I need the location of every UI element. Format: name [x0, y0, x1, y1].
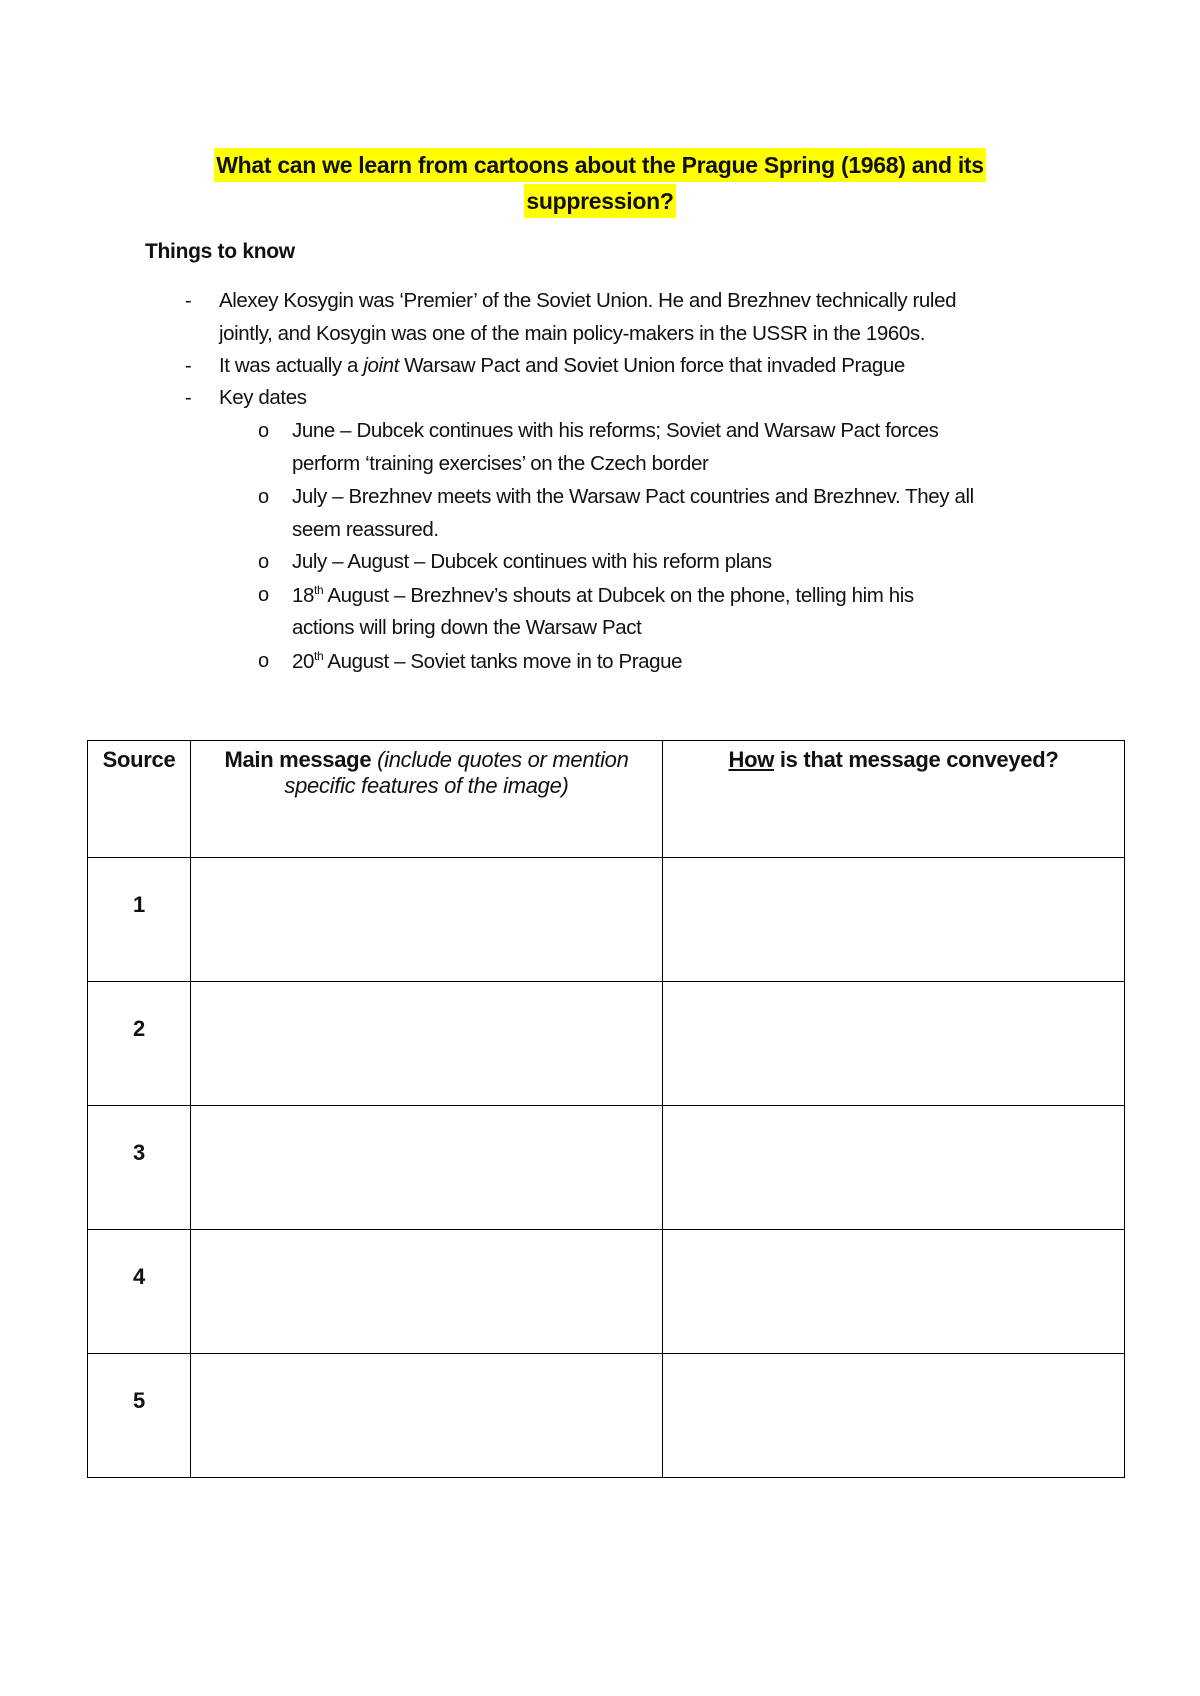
source-number: 1: [88, 858, 191, 982]
dash-bullet: -: [185, 387, 192, 409]
main-message-cell[interactable]: [191, 982, 663, 1106]
how-conveyed-cell[interactable]: [663, 858, 1125, 982]
dash-bullet: -: [185, 290, 192, 312]
main-message-cell[interactable]: [191, 1354, 663, 1478]
main-message-cell[interactable]: [191, 1230, 663, 1354]
circle-bullet: o: [258, 650, 270, 672]
date-text: 20th August – Soviet tanks move in to Prague: [292, 649, 683, 673]
date-text: perform ‘training exercises’ on the Czech border: [292, 452, 709, 475]
table-row: [88, 1106, 1125, 1230]
table-row: [88, 1354, 1125, 1478]
date-text: June – Dubcek continues with his reforms; Soviet and Warsaw Pact forces: [292, 419, 939, 442]
date-text: July – Brezhnev meets with the Warsaw Pact countries and Brezhnev. They all: [292, 485, 974, 508]
date-text: actions will bring down the Warsaw Pact: [292, 616, 642, 639]
things-to-know-heading: Things to know: [145, 240, 295, 263]
sources-table: [87, 740, 1125, 1478]
bullet-text: Key dates: [219, 386, 307, 409]
bullet-text: Alexey Kosygin was ‘Premier’ of the Soviet Union. He and Brezhnev technically ruled: [219, 289, 957, 312]
how-conveyed-cell[interactable]: [663, 1354, 1125, 1478]
main-message-cell[interactable]: [191, 858, 663, 982]
table-row: [88, 982, 1125, 1106]
bullet-text: jointly, and Kosygin was one of the main policy-makers in the USSR in the 1960s.: [219, 322, 926, 345]
table-header-row: [88, 741, 1125, 858]
source-number: 3: [88, 1106, 191, 1230]
circle-bullet: o: [258, 420, 270, 442]
bullet-text: It was actually a joint Warsaw Pact and Soviet Union force that invaded Prague: [219, 354, 905, 377]
dash-bullet: -: [185, 355, 192, 377]
main-message-cell[interactable]: [191, 1106, 663, 1230]
circle-bullet: o: [258, 486, 270, 508]
date-text: seem reassured.: [292, 518, 439, 541]
header-source: Source: [88, 741, 191, 858]
table-row: [88, 1230, 1125, 1354]
how-conveyed-cell[interactable]: [663, 1230, 1125, 1354]
source-number: 2: [88, 982, 191, 1106]
source-number: 5: [88, 1354, 191, 1478]
page-title-line-1: What can we learn from cartoons about the Prague Spring (1968) and its: [0, 152, 1200, 179]
date-text: July – August – Dubcek continues with his reform plans: [292, 550, 772, 573]
how-conveyed-cell[interactable]: [663, 982, 1125, 1106]
date-text: 18th August – Brezhnev’s shouts at Dubcek on the phone, telling him his: [292, 583, 914, 607]
table-row: [88, 858, 1125, 982]
page-title-line-2: suppression?: [0, 188, 1200, 215]
source-number: 4: [88, 1230, 191, 1354]
how-conveyed-cell[interactable]: [663, 1106, 1125, 1230]
circle-bullet: o: [258, 584, 270, 606]
header-main-message: Main message (include quotes or mention specific features of the image): [191, 741, 663, 858]
circle-bullet: o: [258, 551, 270, 573]
header-how-conveyed: How is that message conveyed?: [663, 741, 1125, 858]
